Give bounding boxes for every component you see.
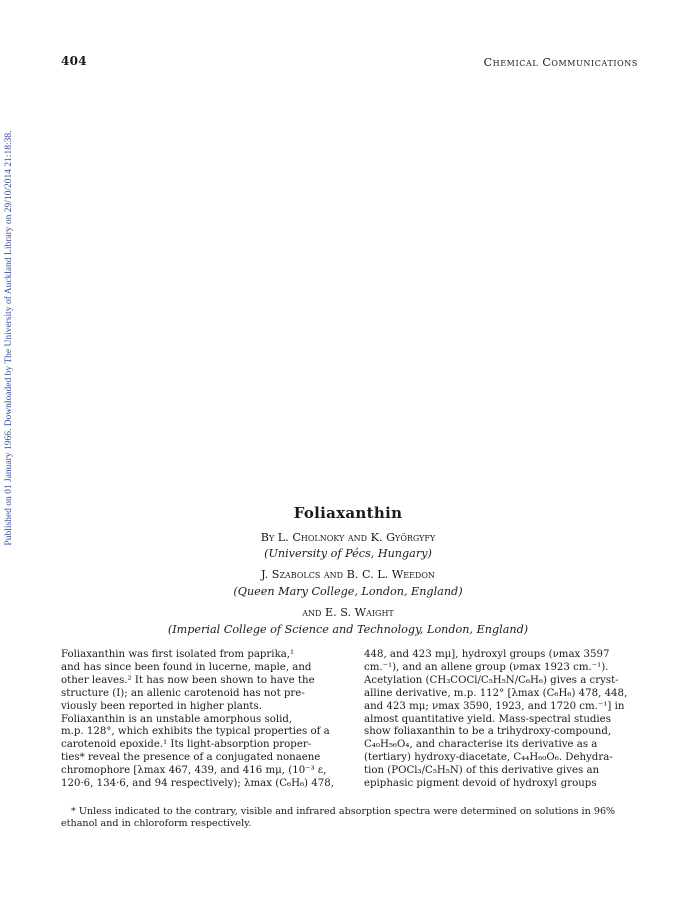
left-column-text: Foliaxanthin was first isolated from paprika,¹ and has since been found in lucerne, maple, and other leaves.² It has now been shown to have the structure (I); an allenic carotenoid has not pre- viously been reported in higher plants. Foliaxanthin is an unstable amorphous solid, m.p. 128°, which exhibits the typical properties of a carotenoid epoxide.¹ Its light-absorption proper- ties* reveal the presence of a conjugated nonaene chromophore [λmax 467, 439, and 416 mμ, (10⁻³ ε, 120·6, 134·6, and 94 respectively); λmax (C₆H₆) 478, [61, 649, 334, 790]
page-number: 404 [61, 54, 87, 68]
author-byline-2: J. Szabolcs and B. C. L. Weedon [261, 568, 435, 581]
affiliation-3: (Imperial College of Science and Technology, London, England) [167, 623, 529, 636]
body-right-column [364, 649, 640, 791]
author-byline-3: and E. S. Waight [302, 606, 394, 619]
journal-running-head: Chemical Communications [483, 56, 638, 69]
author-byline-1: By L. Cholnoky and K. Györgyfy [260, 531, 436, 544]
affiliation-1: (University of Pécs, Hungary) [264, 547, 432, 560]
footnote: * Unless indicated to the contrary, visible and infrared absorption spectra were determined on solutions in 96% ethanol and in chloroform respectively. [61, 806, 616, 829]
body-left-column [61, 649, 337, 791]
article-title: Foliaxanthin [293, 504, 403, 522]
right-column-text: 448, and 423 mμ], hydroxyl groups (νmax 3597 cm.⁻¹), and an allene group (νmax 1923 cm.⁻¹). Acetylation (CH₃COCl/C₅H₅N/C₆H₆) gives a cryst- alline derivative, m.p. 112° [λmax (C₆H₆) 478, 448, and 423 mμ; νmax 3590, 1923, and 1720 cm.⁻¹] in almost quantitative yield. Mass-spectral studies show foliaxanthin to be a trihydroxy-compound, C₄₀H₅₆O₄, and characterise its derivative as a (tertiary) hydroxy-diacetate, C₄₄H₆₀O₆. Dehydra- tion (POCl₃/C₅H₅N) of this derivative gives an epiphasic pigment devoid of hydroxyl groups [364, 649, 628, 790]
publication-download-note: Published on 01 January 1966. Downloaded by The University of Auckland Library on 29/10/2014 21:18:38. [4, 130, 14, 546]
affiliation-2: (Queen Mary College, London, England) [233, 585, 463, 598]
